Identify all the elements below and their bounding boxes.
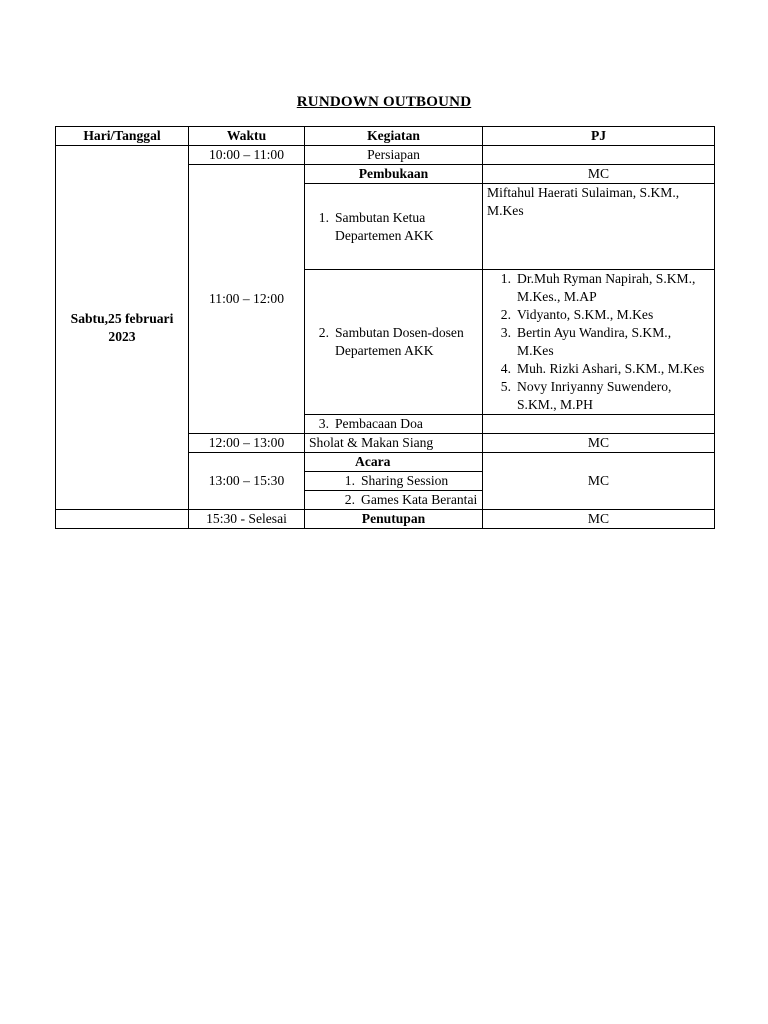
time-cell: 15:30 - Selesai bbox=[189, 510, 305, 529]
time-cell: 11:00 – 12:00 bbox=[189, 165, 305, 434]
document-title: RUNDOWN OUTBOUND bbox=[296, 94, 472, 110]
list-item bbox=[487, 378, 710, 414]
pj-cell: MC bbox=[483, 453, 715, 510]
date-cell: Sabtu,25 februari 2023 bbox=[56, 146, 189, 510]
activity-cell bbox=[305, 415, 483, 434]
time-cell: 12:00 – 13:00 bbox=[189, 434, 305, 453]
activity-heading: Acara bbox=[305, 453, 483, 472]
pj-cell: MC bbox=[483, 434, 715, 453]
list-text: Sharing Session bbox=[361, 473, 449, 488]
activity-cell: Persiapan bbox=[305, 146, 483, 165]
rundown-table bbox=[55, 126, 715, 529]
list-item bbox=[309, 472, 478, 490]
list-text: Sambutan Dosen-dosen Departemen AKK bbox=[335, 325, 464, 358]
list-item bbox=[487, 306, 710, 324]
list-item bbox=[487, 360, 710, 378]
list-text: Vidyanto, S.KM., M.Kes bbox=[517, 307, 654, 322]
header-pj: PJ bbox=[483, 127, 715, 146]
activity-cell: Penutupan bbox=[305, 510, 483, 529]
list-number: 2. bbox=[344, 492, 355, 507]
list-text: Bertin Ayu Wandira, S.KM., M.Kes bbox=[517, 325, 672, 358]
list-number: 3. bbox=[500, 325, 511, 340]
list-text: Games Kata Berantai bbox=[361, 492, 478, 507]
pj-cell bbox=[483, 270, 715, 415]
list-number: 4. bbox=[500, 361, 511, 376]
activity-cell bbox=[305, 472, 483, 491]
list-number: 1. bbox=[318, 209, 329, 225]
list-number: 3. bbox=[318, 416, 329, 431]
pj-cell bbox=[483, 146, 715, 165]
list-number: 1. bbox=[344, 473, 355, 488]
list-item bbox=[487, 324, 710, 360]
table-row bbox=[56, 146, 715, 165]
activity-heading: Pembukaan bbox=[305, 165, 483, 184]
list-item bbox=[309, 324, 478, 360]
list-text: Novy Inriyanny Suwendero, S.KM., M.PH bbox=[517, 379, 672, 412]
activity-cell bbox=[305, 184, 483, 270]
header-row bbox=[56, 127, 715, 146]
date-cell-empty bbox=[56, 510, 189, 529]
pj-cell bbox=[483, 415, 715, 434]
list-number: 1. bbox=[500, 271, 511, 286]
list-number: 5. bbox=[500, 379, 511, 394]
activity-cell: Sholat & Makan Siang bbox=[305, 434, 483, 453]
list-text: Muh. Rizki Ashari, S.KM., M.Kes bbox=[517, 361, 705, 376]
pj-cell: Miftahul Haerati Sulaiman, S.KM., M.Kes bbox=[483, 184, 715, 270]
time-cell: 13:00 – 15:30 bbox=[189, 453, 305, 510]
list-text: Dr.Muh Ryman Napirah, S.KM., M.Kes., M.AP bbox=[517, 271, 696, 304]
activity-cell bbox=[305, 491, 483, 510]
header-date: Hari/Tanggal bbox=[56, 127, 189, 146]
activity-cell bbox=[305, 270, 483, 415]
header-activity: Kegiatan bbox=[305, 127, 483, 146]
list-text: Pembacaan Doa bbox=[335, 416, 423, 431]
list-item bbox=[487, 270, 710, 306]
list-item bbox=[309, 415, 478, 433]
list-item bbox=[309, 491, 478, 509]
table-row bbox=[56, 510, 715, 529]
time-cell: 10:00 – 11:00 bbox=[189, 146, 305, 165]
list-number: 2. bbox=[318, 325, 329, 340]
list-item bbox=[309, 209, 478, 245]
pj-cell: MC bbox=[483, 165, 715, 184]
pj-cell: MC bbox=[483, 510, 715, 529]
list-number: 2. bbox=[500, 307, 511, 322]
list-text: Sambutan Ketua Departemen AKK bbox=[335, 209, 434, 243]
header-time: Waktu bbox=[189, 127, 305, 146]
